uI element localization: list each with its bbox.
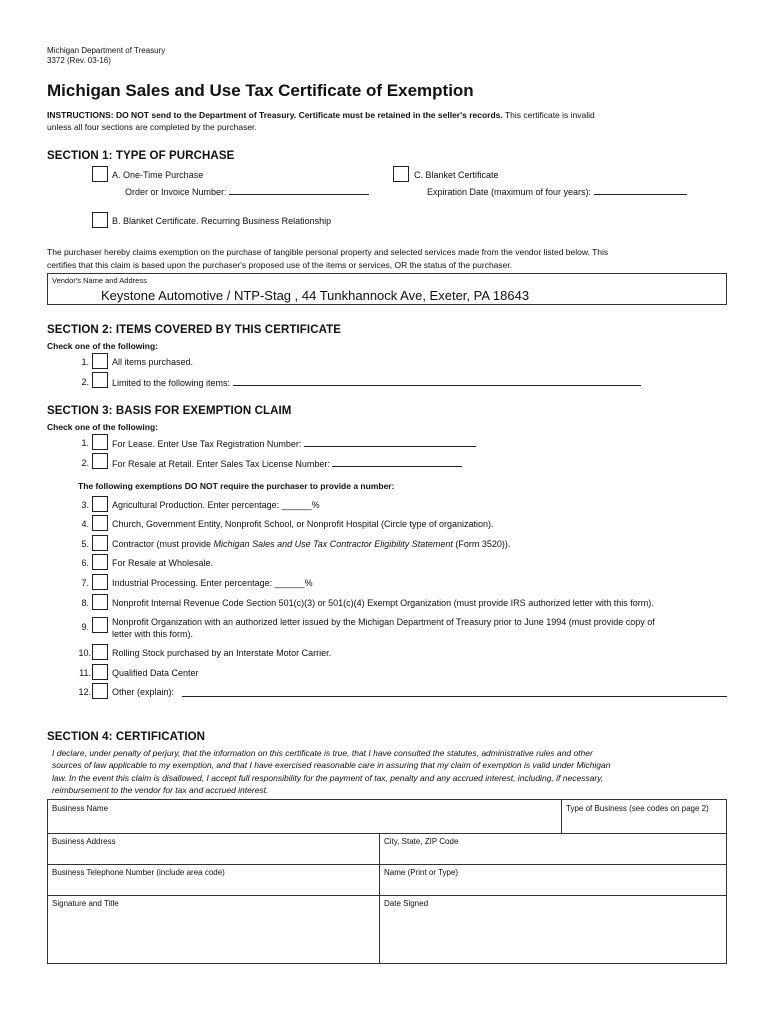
industrial-processing-label: Industrial Processing. Enter percentage: ______% xyxy=(112,578,313,588)
order-invoice-field[interactable] xyxy=(229,186,369,195)
s3-item4-num: 4. xyxy=(81,519,89,529)
nonprofit-treasury-letter-checkbox[interactable] xyxy=(92,617,108,633)
church-government-checkbox[interactable] xyxy=(92,515,108,531)
type-of-business-field[interactable]: Type of Business (see codes on page 2) xyxy=(566,804,709,813)
city-state-zip-field[interactable]: City, State, ZIP Code xyxy=(384,837,459,846)
expiration-date-label: Expiration Date (maximum of four years): xyxy=(427,186,687,197)
section2-title: SECTION 2: ITEMS COVERED BY THIS CERTIFICATE xyxy=(47,324,342,336)
blanket-certificate-c-label: C. Blanket Certificate xyxy=(414,170,499,180)
s3-item2-num: 2. xyxy=(81,458,89,468)
s3-item8-num: 8. xyxy=(81,598,89,608)
one-time-purchase-label: A. One-Time Purchase xyxy=(112,170,204,180)
all-items-label: All items purchased. xyxy=(112,357,194,367)
nonprofit-irc-checkbox[interactable] xyxy=(92,594,108,610)
declaration-l3: law. In the event this claim is disallowed, I accept full responsibility for the payment of tax, penalty and any accrued interest, including, if necessary, xyxy=(52,773,604,783)
vendor-value: Keystone Automotive / NTP-Stag , 44 Tunkhannock Ave, Exeter, PA 18643 xyxy=(101,288,530,303)
resale-retail-checkbox[interactable] xyxy=(92,453,108,469)
section1-title: SECTION 1: TYPE OF PURCHASE xyxy=(47,150,235,162)
other-explain-field[interactable] xyxy=(182,696,727,697)
section2-check-one: Check one of the following: xyxy=(47,341,158,351)
business-address-field[interactable]: Business Address xyxy=(52,837,116,846)
s3-item5-num: 5. xyxy=(81,539,89,549)
row-divider xyxy=(48,895,726,896)
agricultural-label: Agricultural Production. Enter percentage: ______% xyxy=(112,500,320,510)
limited-items-field[interactable] xyxy=(233,377,641,386)
s3-item6-num: 6. xyxy=(81,558,89,568)
limited-items-label: Limited to the following items: xyxy=(112,377,641,388)
date-signed-field[interactable]: Date Signed xyxy=(384,899,429,908)
signature-title-field[interactable]: Signature and Title xyxy=(52,899,119,908)
qualified-data-center-checkbox[interactable] xyxy=(92,664,108,680)
contractor-label: Contractor (must provide Michigan Sales and Use Tax Contractor Eligibility Statement (Form 3520)). xyxy=(112,539,511,549)
resale-retail-label: For Resale at Retail. Enter Sales Tax License Number: xyxy=(112,458,462,469)
one-time-purchase-checkbox[interactable] xyxy=(92,166,108,182)
s3-item9-num: 9. xyxy=(81,622,89,632)
vendor-label: Vendor's Name and Address xyxy=(52,276,147,285)
row-divider xyxy=(48,833,726,834)
col-divider xyxy=(379,833,380,963)
section3-check-one: Check one of the following: xyxy=(47,422,158,432)
form-title: Michigan Sales and Use Tax Certificate of Exemption xyxy=(47,81,474,100)
qualified-data-center-label: Qualified Data Center xyxy=(112,668,199,678)
all-items-checkbox[interactable] xyxy=(92,353,108,369)
row-divider xyxy=(48,864,726,865)
no-number-note: The following exemptions DO NOT require the purchaser to provide a number: xyxy=(78,481,395,491)
name-print-field[interactable]: Name (Print or Type) xyxy=(384,868,459,877)
nonprofit-treasury-label-l1: Nonprofit Organization with an authorized letter issued by the Michigan Department of Treasury prior to June 1994 (must provide copy of xyxy=(112,617,655,627)
s3-item1-num: 1. xyxy=(81,438,89,448)
other-explain-label: Other (explain): xyxy=(112,687,175,697)
business-name-field[interactable]: Business Name xyxy=(52,804,109,813)
other-explain-checkbox[interactable] xyxy=(92,683,108,699)
blanket-certificate-b-label: B. Blanket Certificate. Recurring Business Relationship xyxy=(112,216,332,226)
s3-item11-num: 11. xyxy=(79,668,91,678)
business-phone-field[interactable]: Business Telephone Number (include area code) xyxy=(52,868,225,877)
s2-item1-num: 1. xyxy=(81,357,89,367)
department-name: Michigan Department of Treasury xyxy=(47,46,166,55)
instructions-line2: unless all four sections are completed by the purchaser. xyxy=(47,122,257,132)
use-tax-registration-field[interactable] xyxy=(304,438,476,447)
blanket-certificate-c-checkbox[interactable] xyxy=(393,166,409,182)
for-lease-label: For Lease. Enter Use Tax Registration Number: xyxy=(112,438,476,449)
s3-item12-num: 12. xyxy=(78,687,91,697)
certification-table xyxy=(47,799,727,964)
declaration-l4: reimbursement to the vendor for tax and accrued interest. xyxy=(52,785,269,795)
section3-title: SECTION 3: BASIS FOR EXEMPTION CLAIM xyxy=(47,405,292,417)
rolling-stock-checkbox[interactable] xyxy=(92,644,108,660)
resale-wholesale-label: For Resale at Wholesale. xyxy=(112,558,214,568)
for-lease-checkbox[interactable] xyxy=(92,434,108,450)
church-government-label: Church, Government Entity, Nonprofit School, or Nonprofit Hospital (Circle type of organization). xyxy=(112,519,494,529)
agricultural-checkbox[interactable] xyxy=(92,496,108,512)
instructions-rest: This certificate is invalid xyxy=(502,110,595,120)
col-divider xyxy=(561,800,562,833)
resale-wholesale-checkbox[interactable] xyxy=(92,554,108,570)
s3-item3-num: 3. xyxy=(81,500,89,510)
claim-text-line1: The purchaser hereby claims exemption on the purchase of tangible personal property and selected services made from the vendor listed below. This xyxy=(47,247,609,257)
s3-item7-num: 7. xyxy=(81,578,89,588)
section4-title: SECTION 4: CERTIFICATION xyxy=(47,731,206,743)
instructions xyxy=(47,110,595,120)
nonprofit-treasury-label-l2: letter with this form). xyxy=(112,629,194,639)
order-invoice-label: Order or Invoice Number: xyxy=(125,186,369,197)
vendor-box[interactable] xyxy=(47,273,727,305)
blanket-certificate-b-checkbox[interactable] xyxy=(92,212,108,228)
form-revision: 3372 (Rev. 03-16) xyxy=(47,56,111,65)
limited-items-checkbox[interactable] xyxy=(92,372,108,388)
sales-tax-license-field[interactable] xyxy=(332,458,462,467)
claim-text-line2: certifies that this claim is based upon the purchaser's proposed use of the items or services, OR the status of the purchaser. xyxy=(47,260,513,270)
contractor-checkbox[interactable] xyxy=(92,535,108,551)
declaration-l1: I declare, under penalty of perjury, that the information on this certificate is true, that I have consulted the statutes, administrative rules and other xyxy=(52,748,593,758)
instructions-bold: INSTRUCTIONS: DO NOT send to the Department of Treasury. Certificate must be retained in the seller's records. xyxy=(47,110,503,120)
expiration-date-field[interactable] xyxy=(594,186,687,195)
industrial-processing-checkbox[interactable] xyxy=(92,574,108,590)
declaration-l2: sources of law applicable to my exemption, and that I have exercised reasonable care in assuring that my claim of exemption is valid under Michigan xyxy=(52,760,611,770)
rolling-stock-label: Rolling Stock purchased by an Interstate Motor Carrier. xyxy=(112,648,332,658)
s2-item2-num: 2. xyxy=(81,377,89,387)
s3-item10-num: 10. xyxy=(78,648,91,658)
nonprofit-irc-label: Nonprofit Internal Revenue Code Section 501(c)(3) or 501(c)(4) Exempt Organization (must provide IRS authorized letter with this form). xyxy=(112,598,654,608)
